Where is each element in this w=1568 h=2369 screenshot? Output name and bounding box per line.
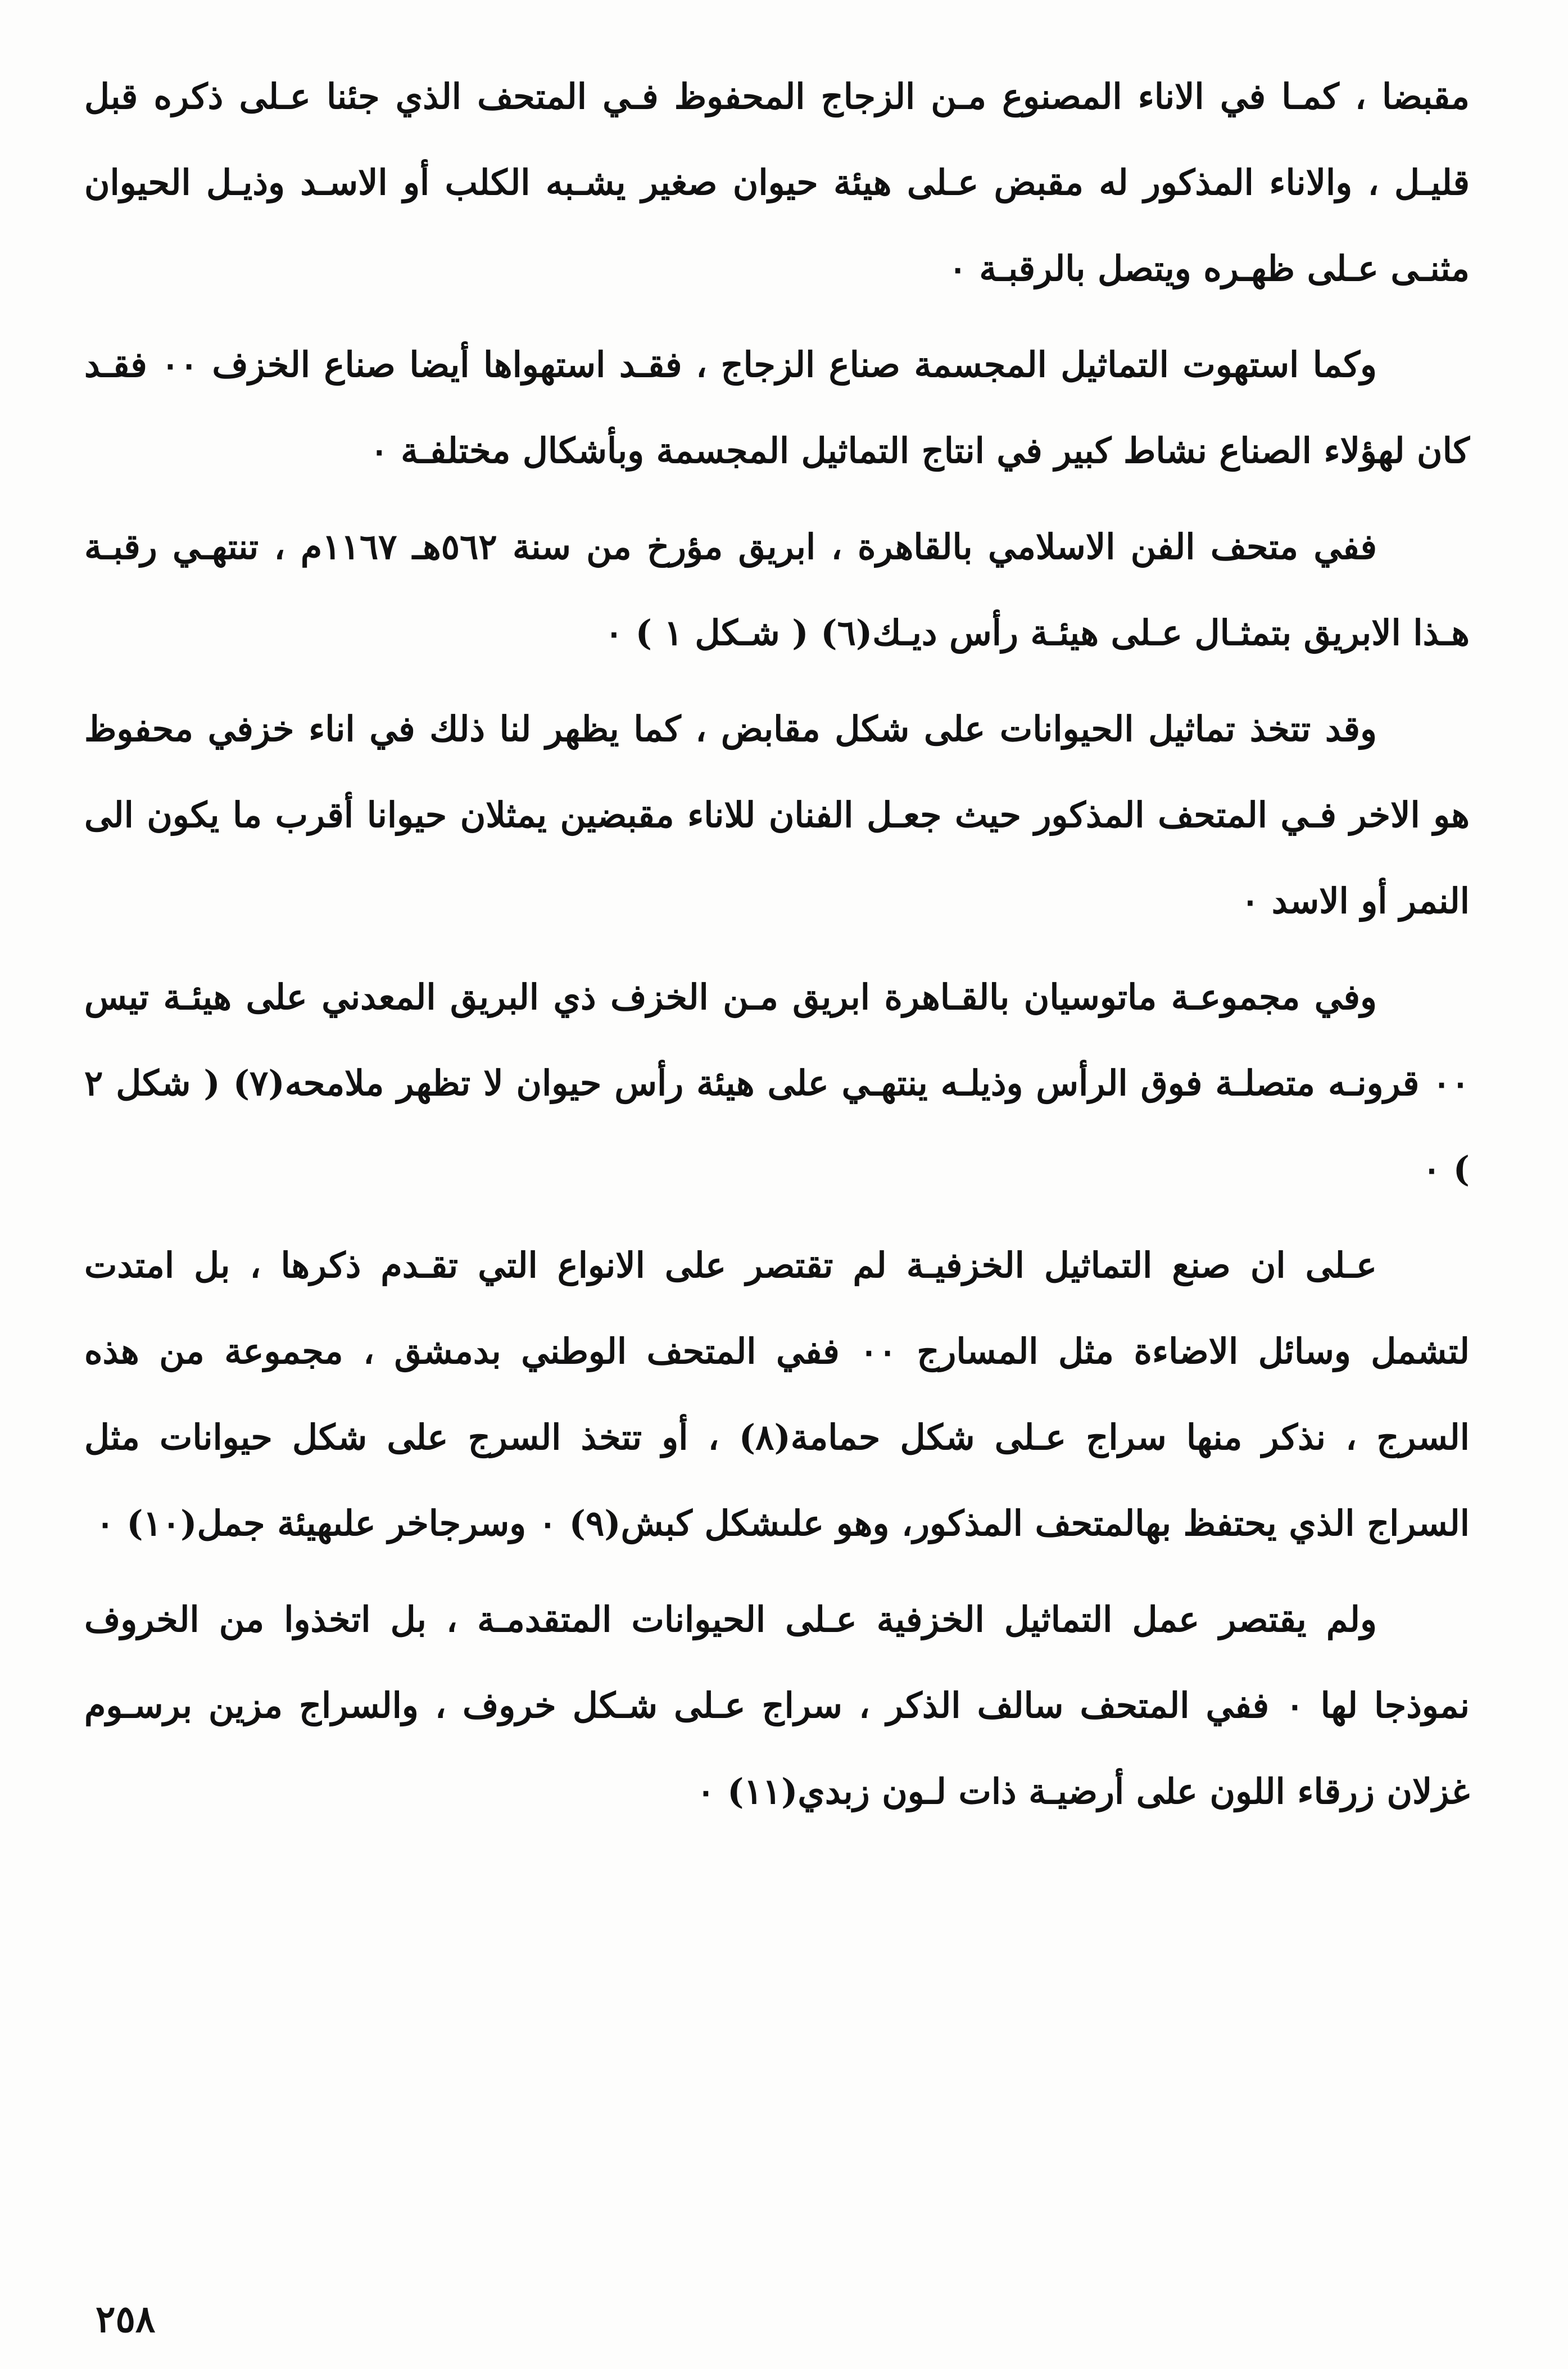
paragraph-6: عـلى ان صنع التماثيل الخزفيـة لم تقتصر على الانواع التي تقـدم ذكرها ، بل امتدت لتشمل وسائل الاضاءة مثل المسارج ٠٠ ففي المتحف الوطني بدمشق ، مجموعة من هذه السرج ، نذكر منها سراج عـلى شكل حمامة(٨) ، أو تتخذ السرج على شكل حيوانات مثل السراج الذي يحتفظ بهالمتحف المذكور، وهو علىشكل كبش(٩) ٠ وسرجاخر علىهيئة جمل(١٠) ٠ (84, 1245, 1470, 1544)
paragraph-4: وقد تتخذ تماثيل الحيوانات على شكل مقابض ، كما يظهر لنا ذلك في اناء خزفي محفوظ هو الاخر فـي المتحف المذكور حيث جعـل الفنان للاناء مقبضين يمثلان حيوانا أقرب ما يكون الى النمر أو الاسد ٠ (84, 708, 1470, 921)
paragraph-7: ولم يقتصر عمل التماثيل الخزفية عـلى الحيوانات المتقدمـة ، بل اتخذوا من الخروف نموذجا لها ٠ ففي المتحف سالف الذكر ، سراج عـلى شـكل خروف ، والسراج مزين برسـوم غزلان زرقاء اللون على أرضيـة ذات لـون زبدي(١١) ٠ (84, 1599, 1470, 1812)
paragraph-5: وفي مجموعـة ماتوسيان بالقـاهرة ابريق مـن الخزف ذي البريق المعدني على هيئـة تيس ٠٠ قرونـه متصلـة فوق الرأس وذيلـه ينتهـي على هيئة رأس حيوان لا تظهر ملامحه(٧) ( شكل ٢ ) ٠ (84, 976, 1470, 1190)
page-number: ٢٥٨ (96, 2297, 156, 2341)
paragraph-3: ففي متحف الفن الاسلامي بالقاهرة ، ابريق مؤرخ من سنة ٥٦٢هـ ١١٦٧م ، تنتهـي رقبـة هـذا الابريق بتمثـال عـلى هيئـة رأس ديـك(٦) ( شـكل ١ ) ٠ (84, 526, 1470, 653)
body-text (84, 53, 1470, 1834)
paragraph-2: وكما استهوت التماثيل المجسمة صناع الزجاج ، فقـد استهواها أيضا صناع الخزف ٠٠ فقـد كان لهؤلاء الصناع نشاط كبير في انتاج التماثيل المجسمة وبأشكال مختلفـة ٠ (84, 344, 1470, 471)
paragraph-1: مقبضا ، كمـا في الاناء المصنوع مـن الزجاج المحفوظ فـي المتحف الذي جئنا عـلى ذكره قبل قليـل ، والاناء المذكور له مقبض عـلى هيئة حيوان صغير يشـبه الكلب أو الاسـد وذيـل الحيوان مثنـى عـلى ظهـره ويتصل بالرقبـة ٠ (84, 76, 1470, 289)
